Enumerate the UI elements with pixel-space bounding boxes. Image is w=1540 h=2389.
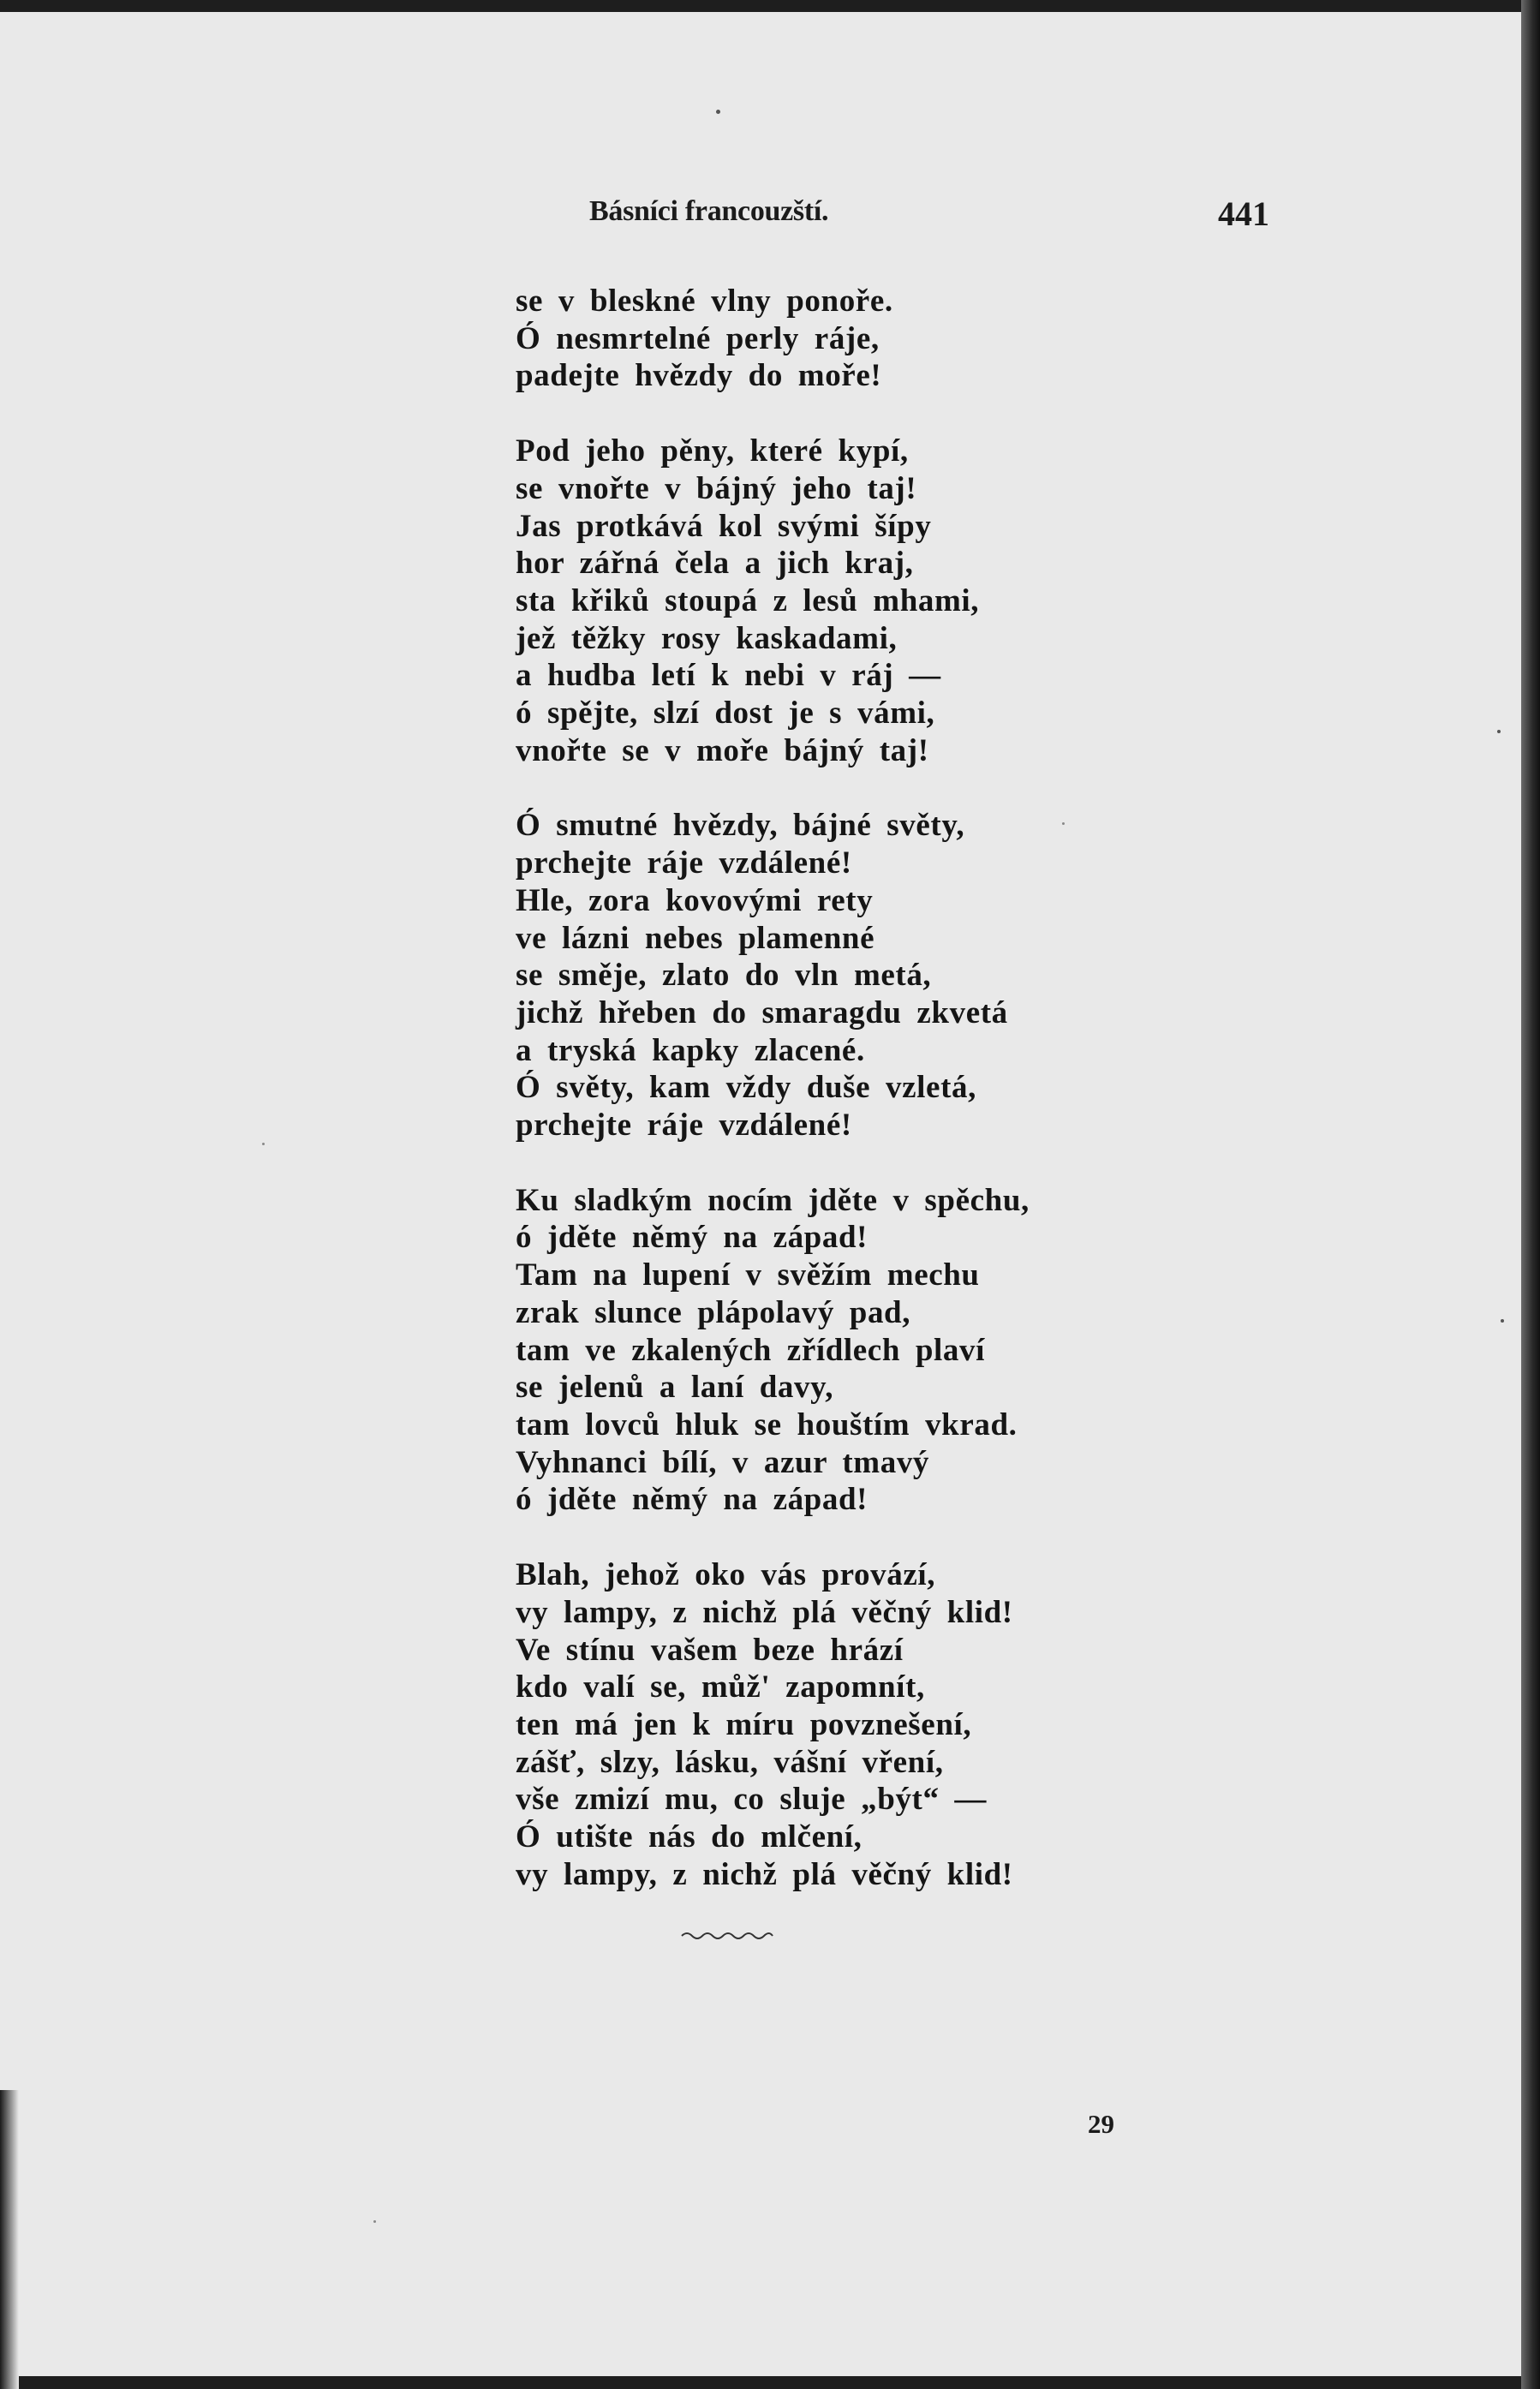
- poem-line: vše zmizí mu, co sluje „být“ —: [516, 1782, 988, 1818]
- poem-line: prchejte ráje vzdálené!: [516, 845, 852, 881]
- poem-line: ve lázni nebes plamenné: [516, 920, 875, 956]
- wavy-divider-ornament: [680, 1927, 774, 1944]
- paper-speck: [262, 1143, 265, 1145]
- poem-line: Ó smutné hvězdy, bájné světy,: [516, 808, 965, 844]
- poem-line: ó spějte, slzí dost je s vámi,: [516, 696, 935, 732]
- poem-line: Ó nesmrtelné perly ráje,: [516, 320, 880, 356]
- running-title: Básníci francouzští.: [589, 195, 829, 227]
- poem-line: Blah, jehož oko vás provází,: [516, 1557, 936, 1593]
- poem-line: a tryská kapky zlacené.: [516, 1032, 865, 1068]
- poem-line: Tam na lupení v svěžím mechu: [516, 1257, 980, 1293]
- poem-line: jichž hřeben do smaragdu zkvetá: [516, 994, 1008, 1030]
- poem-line: vnořte se v moře bájný taj!: [516, 732, 929, 768]
- poem-line: vy lampy, z nichž plá věčný klid!: [516, 1594, 1013, 1630]
- stanza-2: [516, 433, 1501, 769]
- poem-line: Ku sladkým nocím jděte v spěchu,: [516, 1182, 1030, 1218]
- poem-line: Ó utište nás do mlčení,: [516, 1819, 863, 1855]
- paper-speck: [716, 110, 720, 114]
- poem-line: Pod jeho pěny, které kypí,: [516, 433, 909, 469]
- page-number: 441: [1218, 194, 1269, 233]
- poem-line: zrak slunce plápolavý pad,: [516, 1294, 911, 1330]
- poem-line: Ve stínu vašem beze hrází: [516, 1632, 904, 1668]
- stanza-5: [516, 1556, 1501, 1893]
- poem-line: vy lampy, z nichž plá věčný klid!: [516, 1856, 1013, 1892]
- binding-shadow: [0, 2090, 19, 2389]
- poem-line: kdo valí se, můž' zapomnít,: [516, 1669, 925, 1705]
- poem-line: se v bleskné vlny ponoře.: [516, 284, 893, 319]
- paper-speck: [1501, 1319, 1504, 1323]
- poem-line: a hudba letí k nebi v ráj —: [516, 658, 941, 694]
- poem-line: ó jděte němý na západ!: [516, 1220, 868, 1256]
- poem-line: Jas protkává kol svými šípy: [516, 508, 932, 544]
- stanza-4: [516, 1182, 1501, 1519]
- poem-line: zášť, slzy, lásku, vášní vření,: [516, 1744, 944, 1780]
- poem: [516, 283, 1501, 1931]
- poem-line: Vyhnanci bílí, v azur tmavý: [516, 1444, 930, 1480]
- poem-line: prchejte ráje vzdálené!: [516, 1108, 852, 1144]
- poem-line: Hle, zora kovovými rety: [516, 882, 874, 918]
- poem-line: hor zářná čela a jich kraj,: [516, 546, 914, 582]
- poem-line: sta křiků stoupá z lesů mhami,: [516, 582, 980, 618]
- poem-line: Ó světy, kam vždy duše vzletá,: [516, 1070, 976, 1106]
- signature-mark: 29: [1088, 2109, 1114, 2139]
- poem-line: ó jděte němý na západ!: [516, 1482, 868, 1518]
- poem-line: jež těžky rosy kaskadami,: [516, 620, 898, 656]
- stanza-1: [516, 283, 1501, 395]
- paper-speck: [373, 2220, 376, 2223]
- poem-line: tam lovců hluk se houštím vkrad.: [516, 1407, 1018, 1442]
- poem-line: se směje, zlato do vln metá,: [516, 958, 932, 994]
- stanza-3: [516, 807, 1501, 1144]
- poem-line: se jelenů a laní davy,: [516, 1370, 834, 1406]
- poem-line: ten má jen k míru povznešení,: [516, 1706, 972, 1742]
- poem-line: se vnořte v bájný jeho taj!: [516, 470, 917, 506]
- page-edge-shadow: [1521, 0, 1540, 2389]
- poem-line: tam ve zkalených zřídlech plaví: [516, 1332, 985, 1368]
- poem-line: padejte hvězdy do moře!: [516, 358, 882, 394]
